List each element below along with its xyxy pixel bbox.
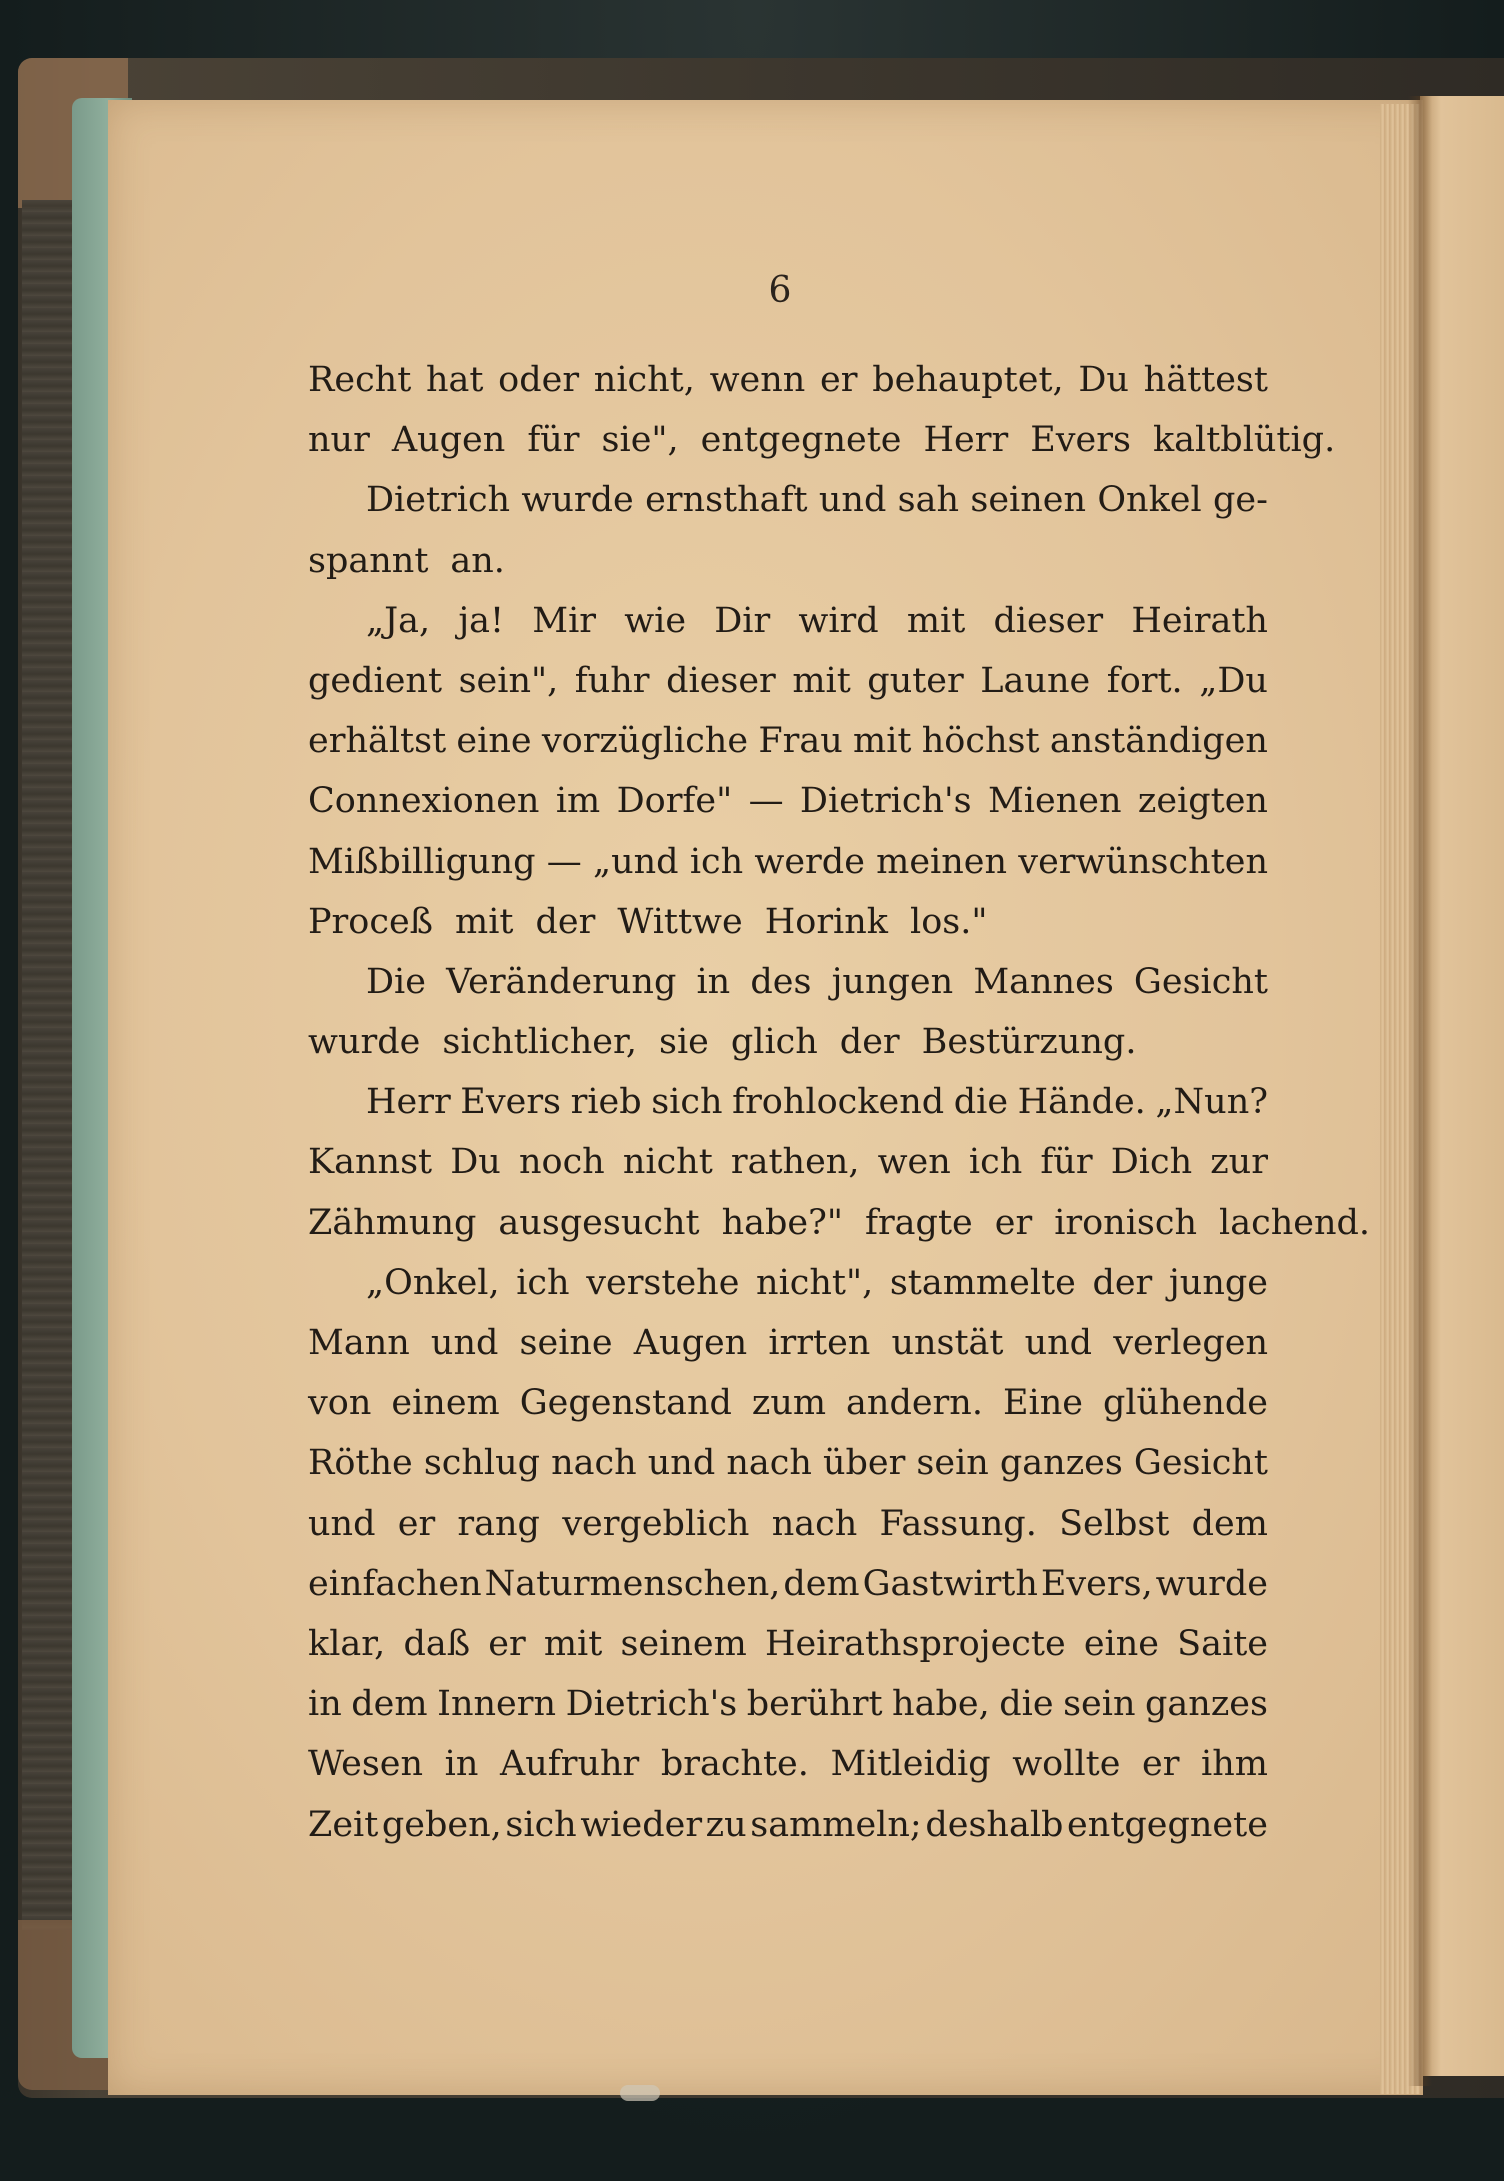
text-line: [308, 1313, 1268, 1373]
word: schlug: [423, 1443, 541, 1484]
word: seinem: [620, 1623, 747, 1664]
word: der: [1092, 1262, 1153, 1303]
word: die: [953, 1082, 1009, 1123]
word: Selbst: [1059, 1503, 1170, 1544]
word: für: [1040, 1142, 1093, 1183]
word: fort.: [1106, 660, 1183, 701]
word: Veränderung: [446, 961, 677, 1002]
word: der: [535, 901, 596, 942]
word: Herr: [923, 420, 1009, 461]
word: unstät: [891, 1323, 1004, 1363]
word: ganzes: [999, 1443, 1123, 1484]
word: Röthe: [308, 1443, 413, 1484]
word: „Ja,: [366, 600, 431, 641]
word: er: [820, 360, 858, 400]
word: wurde: [308, 1022, 421, 1063]
word: Heirathsprojecte: [764, 1623, 1066, 1664]
word: behauptet,: [872, 360, 1064, 400]
word: Dietrich's: [565, 1684, 738, 1725]
word: berührt: [746, 1684, 883, 1725]
text-line: [308, 591, 1268, 651]
word: Frau: [758, 721, 843, 762]
word: wollte: [1012, 1744, 1121, 1785]
word: anständigen: [1049, 721, 1268, 762]
word: mit: [906, 600, 966, 641]
word: einfachen: [308, 1563, 482, 1604]
word: rathen,: [730, 1142, 860, 1183]
word: Evers,: [1040, 1563, 1153, 1604]
word: Wittwe: [617, 901, 743, 942]
word: vorzügliche: [541, 721, 749, 762]
word: höchst: [921, 721, 1040, 762]
word: Herr: [366, 1082, 451, 1123]
text-line: [308, 1193, 1371, 1253]
word: irrten: [768, 1323, 871, 1363]
word: wurde: [521, 480, 634, 521]
word: wird: [798, 600, 879, 641]
text-line: [308, 410, 1336, 470]
word: dem: [351, 1684, 428, 1725]
word: glühende: [1102, 1383, 1268, 1424]
page-text: [308, 350, 1371, 1855]
page-number: 6: [768, 270, 792, 311]
right-page-edge: [1420, 96, 1504, 2076]
text-line: [308, 1614, 1268, 1674]
word: Evers: [460, 1082, 562, 1123]
word: ausgesucht: [498, 1202, 700, 1243]
word: der: [839, 1022, 900, 1063]
word: nur: [308, 420, 370, 461]
word: wurde: [1155, 1563, 1268, 1604]
word: „und: [592, 841, 679, 882]
word: Gastwirth: [862, 1563, 1038, 1604]
word: Recht: [308, 360, 412, 400]
word: gedient: [308, 660, 443, 701]
gutter-shadow: [1408, 96, 1432, 2086]
word: ge-: [1213, 480, 1268, 521]
word: ihm: [1201, 1744, 1268, 1785]
word: im: [555, 781, 601, 822]
word: Connexionen: [308, 781, 540, 822]
word: verwünschten: [1018, 841, 1268, 882]
word: nicht,: [593, 360, 695, 400]
word: die: [999, 1684, 1054, 1725]
word: seine: [519, 1323, 613, 1363]
word: Mann: [308, 1323, 410, 1363]
text-line: [308, 1012, 1268, 1072]
word: sichtlicher,: [442, 1022, 637, 1063]
word: —: [748, 781, 784, 822]
word: Laune: [980, 660, 1091, 701]
text-line: [308, 531, 1268, 591]
word: fuhr: [574, 660, 650, 701]
word: rang: [457, 1503, 540, 1544]
word: zeigten: [1137, 781, 1268, 822]
word: erhältst: [308, 721, 447, 762]
word: und: [430, 1323, 499, 1363]
word: Wesen: [308, 1744, 424, 1785]
word: Dir: [714, 600, 771, 641]
text-line: [308, 1132, 1268, 1192]
word: über: [822, 1443, 906, 1484]
word: deshalb: [925, 1804, 1064, 1845]
word: guter: [867, 660, 964, 701]
word: verlegen: [1113, 1323, 1268, 1363]
word: dieser: [666, 660, 776, 701]
word: Mir: [532, 600, 597, 641]
word: wen: [877, 1142, 951, 1183]
word: dieser: [993, 600, 1104, 641]
word: Naturmenschen,: [484, 1563, 781, 1604]
word: seinen: [970, 480, 1087, 521]
word: an.: [450, 540, 505, 581]
text-line: [308, 892, 1268, 952]
word: Die: [366, 961, 426, 1002]
word: oder: [498, 360, 580, 400]
word: Bestürzung.: [921, 1022, 1137, 1063]
word: Augen: [391, 420, 506, 461]
word: in: [696, 961, 731, 1002]
word: Dietrich: [366, 480, 511, 521]
word: in: [444, 1744, 479, 1785]
text-line: [308, 1253, 1268, 1313]
word: mit: [853, 721, 912, 762]
word: Dich: [1110, 1142, 1193, 1183]
word: nach: [726, 1443, 812, 1484]
word: ernsthaft: [645, 480, 808, 521]
word: Fassung.: [879, 1503, 1037, 1544]
text-line: [308, 711, 1268, 771]
text-line: [308, 350, 1268, 410]
word: Heirath: [1131, 600, 1268, 641]
word: los.": [910, 901, 988, 942]
text-line: [308, 1072, 1268, 1132]
word: ironisch: [1054, 1202, 1198, 1243]
word: entgegnete: [1067, 1804, 1268, 1845]
word: —: [546, 841, 582, 882]
word: jungen: [831, 961, 954, 1002]
word: Horink: [764, 901, 888, 942]
text-line: [308, 1494, 1268, 1554]
word: mit: [543, 1623, 603, 1664]
word: daß: [403, 1623, 471, 1664]
text-line: [308, 651, 1268, 711]
word: fragte: [865, 1202, 973, 1243]
word: glich: [730, 1022, 818, 1063]
word: zum: [751, 1383, 827, 1424]
word: des: [750, 961, 812, 1002]
book-spine: [22, 200, 78, 1930]
word: Evers: [1030, 420, 1131, 461]
word: Aufruhr: [499, 1744, 640, 1785]
word: Eine: [1002, 1383, 1083, 1424]
word: wie: [624, 600, 687, 641]
word: Mißbilligung: [308, 841, 536, 882]
text-line: [308, 952, 1268, 1012]
word: einem: [391, 1383, 500, 1424]
word: er: [1141, 1744, 1180, 1785]
word: ich: [516, 1262, 570, 1303]
word: werde: [754, 841, 865, 882]
word: stammelte: [889, 1262, 1076, 1303]
text-line: [308, 1373, 1268, 1433]
word: ganzes: [1145, 1684, 1268, 1725]
word: Hände.: [1017, 1082, 1146, 1123]
word: brachte.: [660, 1744, 809, 1785]
word: und: [1024, 1323, 1093, 1363]
word: Onkel: [1097, 480, 1202, 521]
word: klar,: [308, 1623, 386, 1664]
word: mit: [455, 901, 514, 942]
word: „Nun?: [1155, 1082, 1268, 1123]
word: mit: [792, 660, 851, 701]
word: Gesicht: [1133, 1443, 1268, 1484]
word: habe?": [721, 1202, 843, 1243]
word: meinen: [876, 841, 1008, 882]
word: er: [488, 1623, 526, 1664]
word: nicht: [622, 1142, 713, 1183]
word: junge: [1168, 1262, 1268, 1303]
word: zur: [1210, 1142, 1268, 1183]
word: Mitleidig: [830, 1744, 991, 1785]
word: hättest: [1143, 360, 1268, 400]
word: dem: [783, 1563, 860, 1604]
word: Du: [450, 1142, 501, 1183]
word: eine: [456, 721, 532, 762]
word: von: [308, 1383, 372, 1424]
word: Gegenstand: [519, 1383, 732, 1424]
word: und: [818, 480, 887, 521]
word: Mienen: [987, 781, 1122, 822]
word: noch: [518, 1142, 605, 1183]
word: wieder: [580, 1804, 703, 1845]
word: er: [994, 1202, 1033, 1243]
word: Augen: [633, 1323, 748, 1363]
word: sah: [897, 480, 960, 521]
page-stain: [620, 2085, 660, 2101]
word: zu: [705, 1804, 747, 1845]
word: ich: [689, 841, 744, 882]
word: Dietrich's: [799, 781, 972, 822]
word: Kannst: [308, 1142, 433, 1183]
word: entgegnete: [700, 420, 902, 461]
word: für: [527, 420, 580, 461]
text-line: [308, 1674, 1268, 1734]
word: andern.: [846, 1383, 983, 1424]
word: sich: [651, 1082, 723, 1123]
word: geben,: [381, 1804, 502, 1845]
word: lachend.: [1219, 1202, 1371, 1243]
word: rieb: [570, 1082, 642, 1123]
word: ich: [968, 1142, 1023, 1183]
word: Dorfe": [616, 781, 733, 822]
word: Zeit: [308, 1804, 379, 1845]
text-line: [308, 1554, 1268, 1614]
text-line: [308, 771, 1268, 831]
word: er: [397, 1503, 436, 1544]
word: sich: [505, 1804, 577, 1845]
word: Du: [1078, 360, 1129, 400]
word: Mannes: [973, 961, 1114, 1002]
text-line: [308, 1795, 1268, 1855]
word: und: [308, 1503, 376, 1544]
word: in: [308, 1684, 342, 1725]
word: hat: [425, 360, 484, 400]
word: Saite: [1177, 1623, 1268, 1664]
word: eine: [1083, 1623, 1160, 1664]
word: sammeln;: [750, 1804, 922, 1845]
word: sie",: [601, 420, 679, 461]
word: nach: [771, 1503, 858, 1544]
word: dem: [1191, 1503, 1268, 1544]
word: sein: [916, 1443, 989, 1484]
word: „Du: [1199, 660, 1268, 701]
text-line: [308, 832, 1268, 892]
word: vergeblich: [562, 1503, 750, 1544]
word: sie: [658, 1022, 709, 1063]
text-line: [308, 470, 1268, 530]
word: sein",: [458, 660, 559, 701]
word: Proceß: [308, 901, 434, 942]
word: sein: [1063, 1684, 1136, 1725]
text-line: [308, 1433, 1268, 1493]
word: verstehe: [586, 1262, 740, 1303]
word: Zähmung: [308, 1202, 477, 1243]
word: nicht",: [756, 1262, 874, 1303]
word: „Onkel,: [366, 1262, 500, 1303]
word: und: [647, 1443, 716, 1484]
word: nach: [551, 1443, 637, 1484]
word: ja!: [458, 600, 505, 641]
word: wenn: [709, 360, 806, 400]
word: frohlockend: [732, 1082, 945, 1123]
word: kaltblütig.: [1152, 420, 1336, 461]
word: habe,: [892, 1684, 990, 1725]
word: Innern: [437, 1684, 557, 1725]
text-line: [308, 1734, 1268, 1794]
word: Gesicht: [1133, 961, 1268, 1002]
word: spannt: [308, 540, 429, 581]
